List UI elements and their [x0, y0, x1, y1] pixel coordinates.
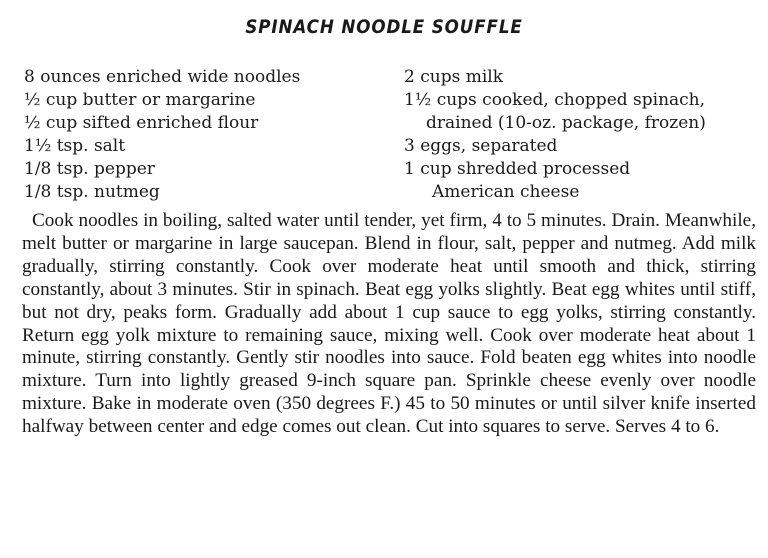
ingredient-item: 8 ounces enriched wide noodles: [24, 67, 301, 87]
ingredient-item: ½ cup sifted enriched flour: [24, 113, 259, 133]
ingredient-item-continuation: drained (10-oz. package, frozen): [426, 113, 706, 133]
ingredient-item: 1 cup shredded processed: [404, 159, 631, 179]
ingredient-item: ½ cup butter or margarine: [24, 90, 256, 110]
ingredient-item: 2 cups milk: [404, 67, 503, 87]
ingredient-item: 1½ cups cooked, chopped spinach,: [404, 90, 706, 110]
ingredient-item: 1½ tsp. salt: [24, 136, 126, 156]
ingredient-item: 3 eggs, separated: [404, 136, 558, 156]
recipe-title: SPINACH NOODLE SOUFFLE: [245, 16, 523, 38]
ingredients-column-right: [404, 66, 754, 204]
ingredient-item-continuation: American cheese: [432, 182, 580, 202]
recipe-directions: Cook noodles in boiling, salted water until tender, yet firm, 4 to 5 minutes. Drain. Meanwhile, melt butter or margarine in large saucepan. Blend in flour, salt, pepper and nutmeg. Add milk gradually, stirring constantly. Cook over moderate heat until smooth and thick, stirring constantly, about 3 minutes. Stir in spinach. Beat egg yolks slightly. Beat egg whites until stiff, but not dry, peaks form. Gradually add about 1 cup sauce to egg yolks, stirring constantly. Return egg yolk mixture to remaining sauce, mixing well. Cook over moderate heat about 1 minute, stirring constantly. Gently stir noodles into sauce. Fold beaten egg whites into noodle mixture. Turn into lightly greased 9-inch square pan. Sprinkle cheese evenly over noodle mixture. Bake in moderate oven (350 degrees F.) 45 to 50 minutes or until silver knife inserted halfway between center and edge comes out clean. Cut into squares to serve. Serves 4 to 6.: [22, 210, 756, 438]
ingredients-column-left: [24, 66, 404, 204]
ingredients-list: [24, 66, 754, 204]
ingredient-item: 1/8 tsp. nutmeg: [24, 182, 160, 202]
ingredient-item: 1/8 tsp. pepper: [24, 159, 155, 179]
